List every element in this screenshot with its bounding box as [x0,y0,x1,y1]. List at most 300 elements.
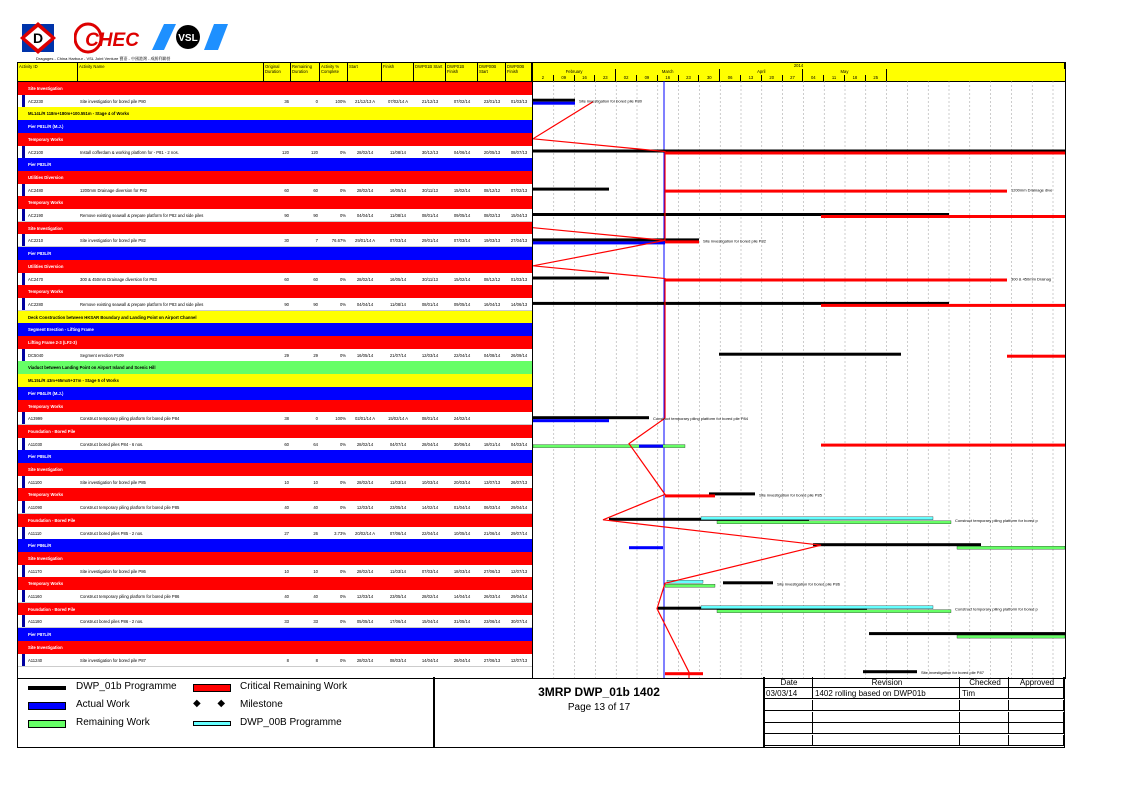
timescale-week: 20 [762,75,783,81]
cell-name: Site investigation for bored pile P82 [80,238,146,244]
cell-start: 04/04/14 [356,213,374,218]
table-row [18,501,532,514]
gantt-bar-actual [629,546,663,549]
cell-finish: 15/02/14 A [387,416,409,422]
cell-s0: 23/01/13 [483,98,501,104]
revision-header: Revision [813,677,960,688]
column-header: Activity ID [18,63,78,81]
cell-start: 04/04/14 [356,301,374,307]
revision-cell [813,700,960,711]
group-header: Foundation - Bored Pile [18,425,532,438]
column-header: Activity Name [78,63,264,81]
gantt-sheet [17,62,1066,679]
cell-pc: 3.73% [334,530,346,536]
legend-swatch-baseline [28,686,66,690]
table-row [18,273,532,286]
cell-id: A11030 [28,441,43,447]
cell-start: 12/03/14 [356,594,374,599]
cell-finish: 21/07/14 [389,352,407,358]
group-header: Utilities Diversion [18,260,532,273]
cell-finish: 07/02/14 A [387,98,409,104]
cell-f0: 29/04/14 [510,594,528,599]
cell-rd: 33 [313,619,318,625]
group-header: Pier P83L/R [18,247,532,260]
cell-od: 10 [284,479,289,485]
table-row [18,476,532,489]
group-header: Pier P82L/R [18,158,532,171]
gantt-bar-baseline [709,492,755,495]
revision-cell [1009,735,1064,746]
svg-text:CHEC: CHEC [85,30,139,51]
cell-f1: 10/05/14 [453,530,471,536]
cell-finish: 11/08/14 [390,149,406,155]
cell-rd: 10 [313,479,318,485]
timescale-month: April [720,69,803,75]
cell-finish: 08/03/14 [389,657,407,663]
row-marker [22,565,25,578]
title-block [433,677,765,748]
cell-s0: 19/03/13 [483,238,501,244]
timescale-week: 04 [803,75,824,81]
legend-swatch-remaining [28,720,66,728]
cell-f1: 15/02/14 [453,276,471,282]
cell-f1: 09/05/14 [453,213,471,218]
cell-finish: 04/07/14 [389,441,407,447]
revision-cell [764,712,813,723]
cell-f0: 27/04/13 [510,238,528,244]
cell-id: A11160 [28,594,42,599]
table-row [18,590,532,603]
cell-s0: 08/12/12 [483,276,501,282]
cell-f1: 09/05/14 [453,301,471,307]
gantt-bar-critical [665,494,715,497]
cell-s1: 29/01/14 [421,238,439,244]
cell-id: AC2470 [28,276,44,282]
cell-od: 38 [284,416,289,422]
cell-pc: 0% [339,213,346,218]
cell-s0: 26/03/14 [483,594,501,599]
cell-rd: 60 [313,187,318,193]
revision-table [763,677,1065,748]
cell-s1: 30/11/13 [422,276,438,282]
cell-id: AC2280 [28,301,44,307]
revision-header: Checked [960,677,1009,688]
chec-logo [74,20,146,56]
cell-start: 05/05/14 [356,619,374,625]
table-row [18,349,532,362]
cell-finish: 11/03/14 [390,479,406,485]
cell-s0: 08/02/13 [483,213,501,218]
cell-rd: 64 [313,441,318,447]
row-marker [22,615,25,628]
revision-header: Approved [1009,677,1064,688]
group-header: Pier P81L/R (M.J.) [18,120,532,133]
cell-name: 1200mm Drainage diversion for P82 [80,187,148,193]
row-marker [22,298,25,311]
cell-f1: 24/02/14 [453,416,471,422]
cell-name: Remove existing seawall & prepare platform for P83 and side piles [80,301,204,307]
cell-finish: 11/08/14 [390,301,406,307]
cell-f1: 30/06/14 [453,441,471,447]
row-marker [22,349,25,362]
cell-id: AC2190 [28,213,44,218]
table-row [18,654,532,667]
row-marker [22,412,25,425]
timescale-week: 23 [679,75,700,81]
cell-name: Construct temporary piling platform for bored pile P85 [80,505,180,511]
gantt-bar-critical [821,444,1065,447]
cell-f1: 07/03/14 [453,238,471,244]
legend-label: Actual Work [76,699,130,710]
svg-text:D: D [32,30,44,46]
timescale-year: 2014 [533,63,1065,69]
group-header: Site Investigation [18,82,532,95]
cell-f1: 22/04/14 [453,352,471,358]
cell-start: 28/02/14 [356,479,374,485]
row-marker [22,527,25,540]
group-header: Temporary Works [18,488,532,501]
cell-od: 36 [284,98,289,104]
timescale-week: 25 [866,75,887,81]
cell-id: AC2100 [28,149,44,155]
cell-rd: 29 [313,352,318,358]
legend-swatch-actual [28,702,66,710]
group-header: Temporary Works [18,400,532,413]
cell-name: Site investigation for bored pile P87 [80,657,146,663]
bar-label: 1200mm Drainage dive [1011,187,1053,193]
group-header: Temporary Works [18,196,532,209]
gantt-bars [533,63,1065,678]
timescale-week: 09 [637,75,658,81]
group-header: Temporary Works [18,577,532,590]
cell-s1: 15/04/14 [421,619,439,625]
cell-id: A11110 [28,530,42,536]
cell-s1: 10/03/14 [421,479,439,485]
cell-f0: 14/06/13 [510,301,528,307]
cell-start: 02/01/14 A [354,416,376,422]
legend-label: Remaining Work [76,717,150,728]
cell-name: Construct temporary piling platform for bored pile P86 [80,594,180,599]
cell-f0: 01/03/13 [510,276,528,282]
revision-header: Date [764,677,813,688]
revision-cell [960,700,1009,711]
cell-id: AC2230 [28,98,44,104]
cell-id: A11180 [28,619,42,625]
cell-rd: 120 [311,149,318,155]
gantt-chart [533,63,1065,678]
cell-start: 28/02/14 [356,187,374,193]
cell-start: 28/02/14 [356,657,374,663]
cell-id: A11240 [28,657,43,663]
cell-pc: 0% [339,149,346,155]
group-header: ML15L/R 43m+65mx5+37m - Stage 5 of Works [18,374,532,387]
cell-name: Segment erection P109 [80,352,124,358]
timescale-week: 13 [741,75,762,81]
table-row [18,438,532,451]
cell-s1: 14/02/14 [421,505,439,511]
column-header: DWP01B Start [414,63,446,81]
row-marker [22,654,25,667]
group-header: Temporary Works [18,285,532,298]
gantt-bar-baseline [723,581,773,584]
bar-label: Construct temporary piling platform for bored p [955,606,1038,612]
revision-cell [960,712,1009,723]
cell-rd: 10 [313,568,318,574]
cell-f0: 12/07/13 [510,657,528,663]
cell-finish: 07/03/14 [389,238,407,244]
cell-f0: 01/03/13 [510,98,528,104]
cell-name: Construct bored piles P86 - 2 nos. [80,619,144,625]
cell-finish: 17/06/14 [389,619,407,625]
cell-od: 120 [282,149,289,155]
bar-label: Construct temporary piling platform for bored pile P84 [653,416,748,422]
company-tagline: Dragages - China Harbour - VSL Joint Venture 寶嘉 - 中國港灣 - 威勝利聯營 [36,56,171,61]
group-header: Pier P85L/R [18,450,532,463]
cell-od: 60 [284,441,289,447]
cell-name: Construct temporary piling platform for bored pile P84 [80,416,180,422]
revision-cell [813,723,960,734]
cell-rd: 40 [313,505,318,511]
cell-s1: 28/02/14 [421,594,439,599]
cell-pc: 0% [339,594,346,599]
cell-name: 300 & 450mm Drainage diversion for P83 [80,276,157,282]
cell-od: 10 [284,568,289,574]
cell-s1: 08/01/14 [421,301,439,307]
cell-s1: 08/01/14 [421,416,439,422]
cell-f0: 12/07/13 [510,568,528,574]
cell-name: Site investigation for bored pile P85 [80,479,146,485]
row-marker [22,95,25,108]
table-row [18,209,532,222]
cell-pc: 0% [339,619,346,625]
row-marker [22,234,25,247]
cell-rd: 60 [313,276,318,282]
cell-f0: 26/07/13 [510,479,528,485]
cell-s0: 21/06/14 [483,530,501,536]
cell-rd: 0 [315,98,318,104]
bar-label: Site investigation for bored pile P80 [579,98,642,104]
cell-start: 28/02/14 [356,276,374,282]
cell-s0: 04/08/14 [483,352,501,358]
cell-finish: 16/05/14 [389,187,407,193]
cell-pc: 76.67% [331,238,346,244]
cell-name: Site investigation for bored pile P80 [80,98,146,104]
cell-s0: 08/12/12 [483,187,501,193]
gantt-bar-remaining [957,546,1065,549]
revision-cell [960,723,1009,734]
table-row [18,146,532,159]
cell-f0: 08/07/13 [510,149,528,155]
gantt-bar-critical [665,190,1007,193]
cell-od: 27 [284,530,289,536]
gantt-bar-baseline [863,670,917,673]
gantt-bar-remaining [957,635,1065,638]
revision-cell [764,700,813,711]
cell-start: 20/02/14 A [354,530,376,536]
gantt-bar-critical [821,215,1065,218]
column-header: DWP00B Start [478,63,506,81]
cell-pc: 0% [339,352,346,358]
cell-pc: 100% [335,416,346,422]
timescale-month: March [616,69,720,75]
gantt-bar-critical [821,304,1065,307]
gantt-bar-critical [665,152,1065,155]
row-marker [22,184,25,197]
gantt-bar-critical [665,279,1007,282]
timescale-week: 09 [554,75,575,81]
cell-rd: 40 [313,594,318,599]
row-marker [22,273,25,286]
cell-pc: 0% [339,505,346,511]
cell-f0: 07/02/13 [510,187,528,193]
cell-f0: 04/03/14 [510,441,528,447]
group-header: Site Investigation [18,463,532,476]
table-row [18,298,532,311]
group-header: Site Investigation [18,222,532,235]
revision-cell [1009,712,1064,723]
gantt-bar-critical [665,672,703,675]
column-header: Original Duration [264,63,291,81]
revision-cell: 03/03/14 [764,688,813,699]
timescale-month: May [803,69,886,75]
table-header [18,63,532,82]
gantt-bar-baseline [533,188,609,191]
cell-finish: 11/03/14 [390,568,406,574]
revision-cell [764,723,813,734]
group-header: Foundation - Bored Pile [18,514,532,527]
group-header: Pier P84L/R (M.J.) [18,387,532,400]
cell-f0: 30/07/14 [510,619,528,625]
cell-name: Site investigation for bored pile P86 [80,568,146,574]
bar-label: Site investigation for bored pile P85 [759,492,822,498]
cell-id: DC5040 [28,352,44,358]
timescale-week: 27 [783,75,804,81]
cell-id: A13999 [28,416,43,422]
cell-s1: 28/04/14 [421,441,439,447]
cell-f1: 04/06/14 [453,149,471,155]
column-header: Activity % Complete [320,63,348,81]
cell-s1: 30/12/13 [421,149,439,155]
column-header: Start [348,63,382,81]
cell-s0: 06/03/14 [483,505,501,511]
row-marker [22,476,25,489]
revision-cell [813,735,960,746]
cell-start: 12/03/14 [356,505,374,511]
gantt-bar-remaining [665,584,715,587]
group-header: Site Investigation [18,641,532,654]
timescale-week: 2 [533,75,554,81]
cell-f0: 26/09/14 [510,352,528,358]
revision-cell [1009,688,1064,699]
bar-label: Site investigation for bored pile P86 [777,581,840,587]
timescale-week: 16 [575,75,596,81]
table-row [18,234,532,247]
vsl-logo [152,20,232,56]
table-row [18,412,532,425]
group-header: Pier P86L/R [18,539,532,552]
timescale-week: 11 [824,75,845,81]
cell-s0: 13/07/13 [483,479,501,485]
cell-finish: 23/05/14 [389,505,407,511]
cell-id: AC2210 [28,238,44,244]
bar-label: Site investigation for bored pile P82 [703,238,766,244]
legend-swatch-dwp00b [193,721,231,726]
timescale-week: 06 [720,75,741,81]
row-marker [22,209,25,222]
group-header: Temporary Works [18,133,532,146]
cell-f0: 29/04/14 [510,505,528,511]
cell-pc: 0% [339,441,346,447]
cell-name: Construct bored piles P85 - 2 nos. [80,530,144,536]
group-header: Utilities Diversion [18,171,532,184]
gantt-bar-dwp00b [701,517,933,520]
page-number: Page 13 of 17 [567,702,631,713]
gantt-bar-baseline [719,353,901,356]
column-header: DWP00B Finish [506,63,532,81]
cell-s0: 23/06/14 [483,619,501,625]
group-header: Viaduct between Landing Point on Airport Island and Scenic Hill [18,361,532,374]
gantt-bar-actual [533,419,609,422]
cell-start: 28/02/14 [356,441,374,447]
timescale-week: 02 [616,75,637,81]
legend [17,677,435,748]
cell-id: A11100 [28,479,42,485]
cell-finish: 23/05/14 [389,594,407,599]
cell-s0: 27/06/13 [483,568,501,574]
cell-s1: 21/12/13 [421,98,439,104]
gantt-bar-remaining [717,610,951,613]
cell-od: 29 [284,352,289,358]
cell-f1: 18/03/14 [453,568,471,574]
cell-id: A11090 [28,505,43,511]
cell-od: 60 [284,187,289,193]
cell-f1: 31/05/14 [453,619,471,625]
cell-start: 16/05/14 [356,352,374,358]
timescale-week: 16 [658,75,679,81]
timescale-week: 18 [845,75,866,81]
gantt-bar-baseline [813,543,981,546]
cell-rd: 26 [313,530,318,536]
cell-start: 29/01/14 A [354,238,376,244]
dragages-logo [20,20,60,56]
cell-s1: 14/04/14 [421,657,439,663]
cell-pc: 0% [339,657,346,663]
bar-label: Site investigation for bored pile P87 [921,670,984,676]
group-header: Foundation - Bored Pile [18,603,532,616]
cell-od: 33 [284,619,289,625]
cell-rd: 0 [315,416,318,422]
cell-start: 21/12/13 A [354,98,376,104]
gantt-bar-critical [665,240,699,243]
legend-label: DWP_01b Programme [76,681,177,692]
cell-s1: 30/11/13 [422,187,438,193]
table-row [18,565,532,578]
cell-s0: 20/05/13 [483,149,501,155]
cell-s1: 07/03/14 [421,568,439,574]
gantt-bar-critical [1007,355,1065,358]
svg-text:VSL: VSL [178,33,198,44]
revision-cell [764,735,813,746]
cell-od: 8 [286,657,289,663]
legend-label: Milestone [240,699,283,710]
legend-swatch-critical [193,684,231,692]
gantt-bar-baseline [869,632,1065,635]
document-title: 3MRP DWP_01b 1402 [538,685,660,699]
group-header: Lifting Frame 2-3 (LF2-3) [18,336,532,349]
cell-start: 28/02/14 [356,568,374,574]
milestone-diamond-icon: ◆ ◆ [193,698,226,709]
cell-id: A11170 [28,568,42,574]
